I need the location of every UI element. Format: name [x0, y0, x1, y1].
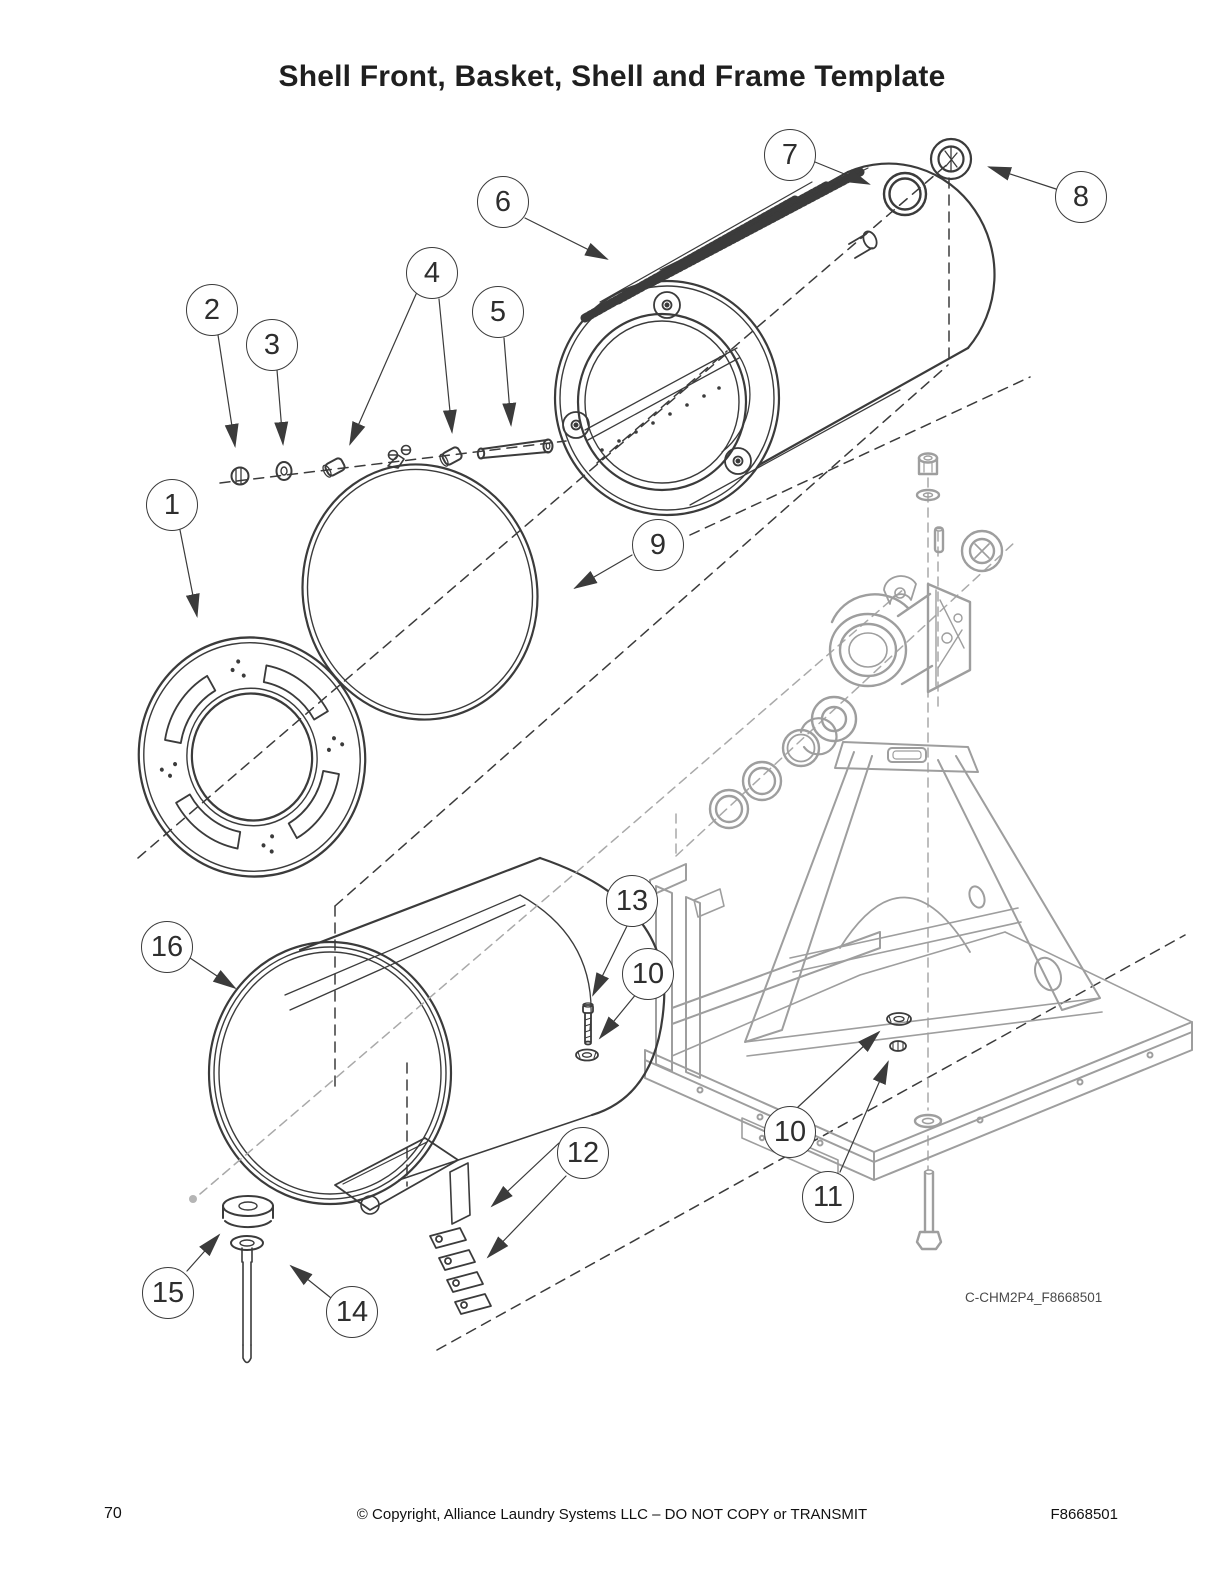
- shell-clips: [430, 1228, 491, 1314]
- callout-10a: 10: [622, 948, 674, 1000]
- callout-16: 16: [141, 921, 193, 973]
- page-footer: [0, 1505, 1224, 1535]
- callout-5: 5: [472, 286, 524, 338]
- callout-14: 14: [326, 1286, 378, 1338]
- frame: [645, 742, 1192, 1180]
- shaft-bearing: [931, 139, 971, 179]
- callout-2: 2: [186, 284, 238, 336]
- callout-11: 11: [802, 1171, 854, 1223]
- callout-3: 3: [246, 319, 298, 371]
- shell-axis-dashed-gray: [200, 852, 600, 1194]
- callout-9: 9: [632, 519, 684, 571]
- shaft-oring: [884, 173, 926, 215]
- callout-8: 8: [1055, 171, 1107, 223]
- bearing-hardware-gray: [710, 454, 1002, 1250]
- copyright-notice: © Copyright, Alliance Laundry Systems LLC – DO NOT COPY or TRANSMIT: [356, 1506, 868, 1523]
- figure-code: C-CHM2P4_F8668501: [965, 1290, 1103, 1305]
- callout-10b: 10: [764, 1106, 816, 1158]
- drain-parts: [189, 1195, 273, 1363]
- clamp-ring: [279, 442, 561, 741]
- hinge-hardware: [232, 440, 553, 485]
- callout-4: 4: [406, 247, 458, 299]
- callout-15: 15: [142, 1267, 194, 1319]
- mount-hardware: [576, 1003, 911, 1061]
- callout-13: 13: [606, 875, 658, 927]
- callout-7: 7: [764, 129, 816, 181]
- callout-12: 12: [557, 1127, 609, 1179]
- callout-6: 6: [477, 176, 529, 228]
- page-title: Shell Front, Basket, Shell and Frame Template: [278, 60, 946, 93]
- shell-front: [120, 619, 384, 894]
- page-number: 70: [104, 1505, 122, 1522]
- callout-1: 1: [146, 479, 198, 531]
- document-number: F8668501: [1050, 1506, 1118, 1523]
